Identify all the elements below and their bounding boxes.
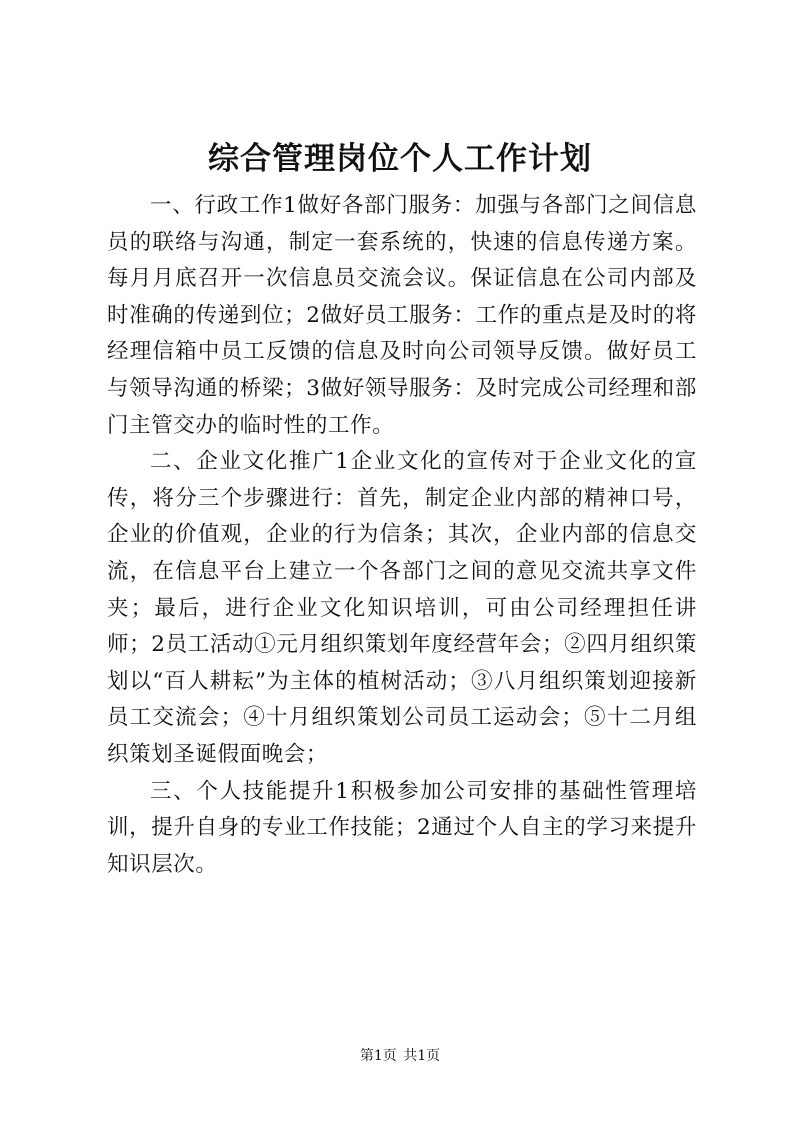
document-title: 综合管理岗位个人工作计划 xyxy=(208,141,592,177)
page-footer xyxy=(0,1047,800,1065)
paragraph-administrative-work: 一、行政工作1做好各部门服务：加强与各部门之间信息员的联络与沟通，制定一套系统的，快速的信息传递方案。每月月底召开一次信息员交流会议。保证信息在公司内部及时准确的传递到位；2做好员工服务：工作的重点是及时的将经理信箱中员工反馈的信息及时向公司领导反馈。做好员工与领导沟通的桥梁；3做好领导服务：及时完成公司经理和部门主管交办的临时性的工作。 xyxy=(107,193,697,438)
page-total: 共1页 xyxy=(403,1048,441,1064)
document-body xyxy=(107,188,697,883)
page-number: 第1页 xyxy=(359,1048,397,1064)
paragraph-personal-skills: 三、个人技能提升1积极参加公司安排的基础性管理培训，提升自身的专业工作技能；2通过个人自主的学习来提升知识层次。 xyxy=(107,778,697,877)
paragraph-corporate-culture: 二、企业文化推广1企业文化的宣传对于企业文化的宣传，将分三个步骤进行：首先，制定企业内部的精神口号，企业的价值观，企业的行为信条；其次，企业内部的信息交流，在信息平台上建立一个各部门之间的意见交流共享文件夹；最后，进行企业文化知识培训，可由公司经理担任讲师；2员工活动①元月组织策划年度经营年会；②四月组织策划以“百人耕耘”为主体的植树活动；③八月组织策划迎接新员工交流会；④十月组织策划公司员工运动会；⑤十二月组织策划圣诞假面晚会； xyxy=(107,449,697,767)
